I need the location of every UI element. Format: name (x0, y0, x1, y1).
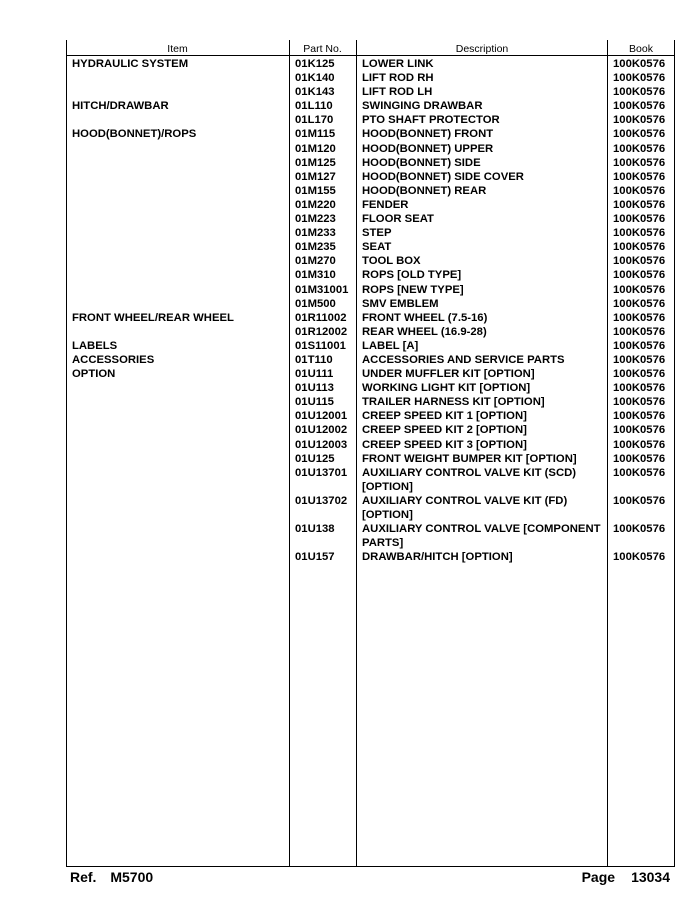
row-book: 100K0576 (613, 184, 666, 197)
row-part-no: 01R12002 (295, 325, 348, 338)
row-book: 100K0576 (613, 466, 666, 479)
row-item (66, 550, 289, 564)
row-book: 100K0576 (613, 72, 666, 85)
row-book: 100K0576 (613, 269, 666, 282)
row-book: 100K0576 (613, 283, 666, 296)
row-part-no: 01L110 (295, 100, 333, 113)
row-book: 100K0576 (613, 100, 666, 113)
row-item: ACCESSORIES (72, 353, 155, 366)
row-description: HOOD(BONNET) SIDE (362, 156, 481, 169)
row-description: HOOD(BONNET) REAR (362, 184, 487, 197)
table-row (66, 423, 674, 437)
row-book: 100K0576 (613, 494, 666, 507)
row-book: 100K0576 (613, 523, 666, 536)
row-item (66, 113, 289, 127)
table-row (66, 127, 674, 141)
row-item (66, 184, 289, 198)
table-row (66, 297, 674, 311)
row-description: FENDER (362, 198, 409, 211)
row-description: TOOL BOX (362, 255, 421, 268)
row-part-no: 01T110 (295, 353, 333, 366)
table-row (66, 212, 674, 226)
table-row (66, 494, 674, 522)
page-number: 13034 (631, 869, 670, 885)
row-part-no: 01M115 (295, 128, 336, 141)
row-description: UNDER MUFFLER KIT [OPTION] (362, 368, 535, 381)
row-part-no: 01M500 (295, 297, 336, 310)
row-item: HOOD(BONNET)/ROPS (72, 128, 197, 141)
row-item (66, 156, 289, 170)
table-row (66, 438, 674, 452)
table-row (66, 170, 674, 184)
row-item: HYDRAULIC SYSTEM (72, 58, 189, 70)
row-description: DRAWBAR/HITCH [OPTION] (362, 551, 513, 564)
row-book: 100K0576 (613, 156, 666, 169)
row-item (66, 212, 289, 226)
row-book: 100K0576 (613, 368, 666, 381)
table-row (66, 283, 674, 297)
row-book: 100K0576 (613, 142, 666, 155)
row-book: 100K0576 (613, 241, 666, 254)
row-item (66, 325, 289, 339)
row-description: REAR WHEEL (16.9-28) (362, 325, 487, 338)
row-item (66, 438, 289, 452)
table-row (66, 339, 674, 353)
row-description: FRONT WHEEL (7.5-16) (362, 311, 488, 324)
row-item: LABELS (72, 339, 118, 352)
row-book: 100K0576 (613, 438, 666, 451)
row-item (66, 268, 289, 282)
row-book: 100K0576 (613, 213, 666, 226)
row-description: AUXILIARY CONTROL VALVE [COMPONENT PARTS] (362, 523, 601, 550)
row-item (66, 395, 289, 409)
row-part-no: 01U13701 (295, 466, 348, 479)
row-part-no: 01U157 (295, 551, 335, 564)
row-description: HOOD(BONNET) FRONT (362, 128, 494, 141)
row-description: FLOOR SEAT (362, 213, 434, 226)
row-description: CREEP SPEED KIT 2 [OPTION] (362, 424, 527, 437)
row-part-no: 01U138 (295, 523, 335, 536)
parts-index-table (66, 42, 674, 564)
table-row (66, 71, 674, 85)
row-part-no: 01U113 (295, 382, 334, 395)
row-book: 100K0576 (613, 255, 666, 268)
row-description: ACCESSORIES AND SERVICE PARTS (362, 353, 565, 366)
header-item: Item (167, 42, 188, 55)
row-part-no: 01M120 (295, 142, 336, 155)
row-description: CREEP SPEED KIT 3 [OPTION] (362, 438, 527, 451)
table-row (66, 55, 674, 71)
table-row (66, 311, 674, 325)
row-part-no: 01K143 (295, 86, 335, 99)
row-description: LOWER LINK (362, 58, 434, 70)
row-description: ROPS [OLD TYPE] (362, 269, 462, 282)
row-part-no: 01M125 (295, 156, 336, 169)
row-description: CREEP SPEED KIT 1 [OPTION] (362, 410, 527, 423)
table-row (66, 99, 674, 113)
row-book: 100K0576 (613, 170, 666, 183)
row-item (66, 254, 289, 268)
row-item (66, 466, 289, 494)
header-part-no: Part No. (303, 42, 342, 55)
table-row (66, 268, 674, 282)
row-part-no: 01U125 (295, 452, 335, 465)
row-description: TRAILER HARNESS KIT [OPTION] (362, 396, 545, 409)
table-row (66, 113, 674, 127)
header-description: Description (455, 42, 509, 55)
row-part-no: 01M233 (295, 227, 336, 240)
footer-page (582, 869, 670, 885)
row-book: 100K0576 (613, 339, 666, 352)
row-part-no: 01M235 (295, 241, 336, 254)
footer-ref: Ref. M5700 (70, 869, 154, 885)
page-label: Page (581, 869, 616, 885)
row-description: LIFT ROD RH (362, 72, 434, 85)
table-row (66, 184, 674, 198)
row-book: 100K0576 (613, 128, 666, 141)
table-row (66, 522, 674, 550)
header-book: Book (629, 42, 653, 55)
row-book: 100K0576 (613, 410, 666, 423)
row-book: 100K0576 (613, 551, 666, 564)
row-book: 100K0576 (613, 396, 666, 409)
row-description: STEP (362, 227, 392, 240)
row-book: 100K0576 (613, 58, 666, 70)
row-description: FRONT WEIGHT BUMPER KIT [OPTION] (362, 452, 577, 465)
row-item (66, 198, 289, 212)
row-item (66, 283, 289, 297)
row-part-no: 01S11001 (295, 339, 346, 352)
table-row (66, 367, 674, 381)
row-book: 100K0576 (613, 311, 666, 324)
row-book: 100K0576 (613, 198, 666, 211)
row-item (66, 240, 289, 254)
row-book: 100K0576 (613, 424, 666, 437)
row-book: 100K0576 (613, 452, 666, 465)
table-header-row (66, 42, 674, 55)
table-row (66, 226, 674, 240)
row-description: HOOD(BONNET) UPPER (362, 142, 494, 155)
table-row (66, 240, 674, 254)
table-row (66, 395, 674, 409)
row-item (66, 297, 289, 311)
row-part-no: 01M270 (295, 255, 336, 268)
row-item: FRONT WHEEL/REAR WHEEL (72, 311, 234, 324)
row-description: SMV EMBLEM (362, 297, 439, 310)
row-description: LIFT ROD LH (362, 86, 433, 99)
row-description: SEAT (362, 241, 392, 254)
row-item (66, 409, 289, 423)
row-description: SWINGING DRAWBAR (362, 100, 483, 113)
table-row (66, 156, 674, 170)
row-description: ROPS [NEW TYPE] (362, 283, 464, 296)
table-row (66, 381, 674, 395)
row-book: 100K0576 (613, 114, 666, 127)
row-item (66, 170, 289, 184)
row-item (66, 494, 289, 522)
row-book: 100K0576 (613, 382, 666, 395)
table-row (66, 550, 674, 564)
row-description: AUXILIARY CONTROL VALVE KIT (SCD) [OPTION] (362, 466, 577, 493)
row-book: 100K0576 (613, 325, 666, 338)
table-row (66, 466, 674, 494)
row-part-no: 01M310 (295, 269, 336, 282)
row-part-no: 01R11002 (295, 311, 347, 324)
row-part-no: 01U12001 (295, 410, 348, 423)
row-description: PTO SHAFT PROTECTOR (362, 114, 500, 127)
row-part-no: 01L170 (295, 114, 334, 127)
row-item (66, 522, 289, 550)
row-item: OPTION (72, 368, 116, 381)
row-part-no: 01M127 (295, 170, 336, 183)
table-row (66, 409, 674, 423)
row-description: WORKING LIGHT KIT [OPTION] (362, 382, 531, 395)
row-item (66, 226, 289, 240)
row-book: 100K0576 (613, 227, 666, 240)
table-row (66, 85, 674, 99)
row-part-no: 01M220 (295, 198, 336, 211)
row-item (66, 423, 289, 437)
row-book: 100K0576 (613, 297, 666, 310)
row-item (66, 452, 289, 466)
row-part-no: 01U13702 (295, 494, 348, 507)
row-part-no: 01M223 (295, 213, 336, 226)
row-item (66, 142, 289, 156)
table-row (66, 353, 674, 367)
table-row (66, 325, 674, 339)
table-row (66, 142, 674, 156)
row-book: 100K0576 (613, 86, 666, 99)
row-description: LABEL [A] (362, 339, 419, 352)
row-part-no: 01M155 (295, 184, 336, 197)
table-row (66, 254, 674, 268)
row-description: HOOD(BONNET) SIDE COVER (362, 170, 524, 183)
row-part-no: 01U111 (295, 368, 334, 381)
row-part-no: 01K125 (295, 58, 335, 70)
row-item (66, 85, 289, 99)
table-row (66, 198, 674, 212)
row-part-no: 01U12002 (295, 424, 348, 437)
row-part-no: 01U115 (295, 396, 334, 409)
row-book: 100K0576 (613, 353, 666, 366)
row-part-no: 01K140 (295, 72, 335, 85)
row-part-no: 01M31001 (295, 283, 349, 296)
row-item: HITCH/DRAWBAR (72, 100, 169, 113)
table-row (66, 452, 674, 466)
row-item (66, 381, 289, 395)
row-description: AUXILIARY CONTROL VALVE KIT (FD) [OPTION] (362, 494, 568, 521)
row-part-no: 01U12003 (295, 438, 348, 451)
row-item (66, 71, 289, 85)
